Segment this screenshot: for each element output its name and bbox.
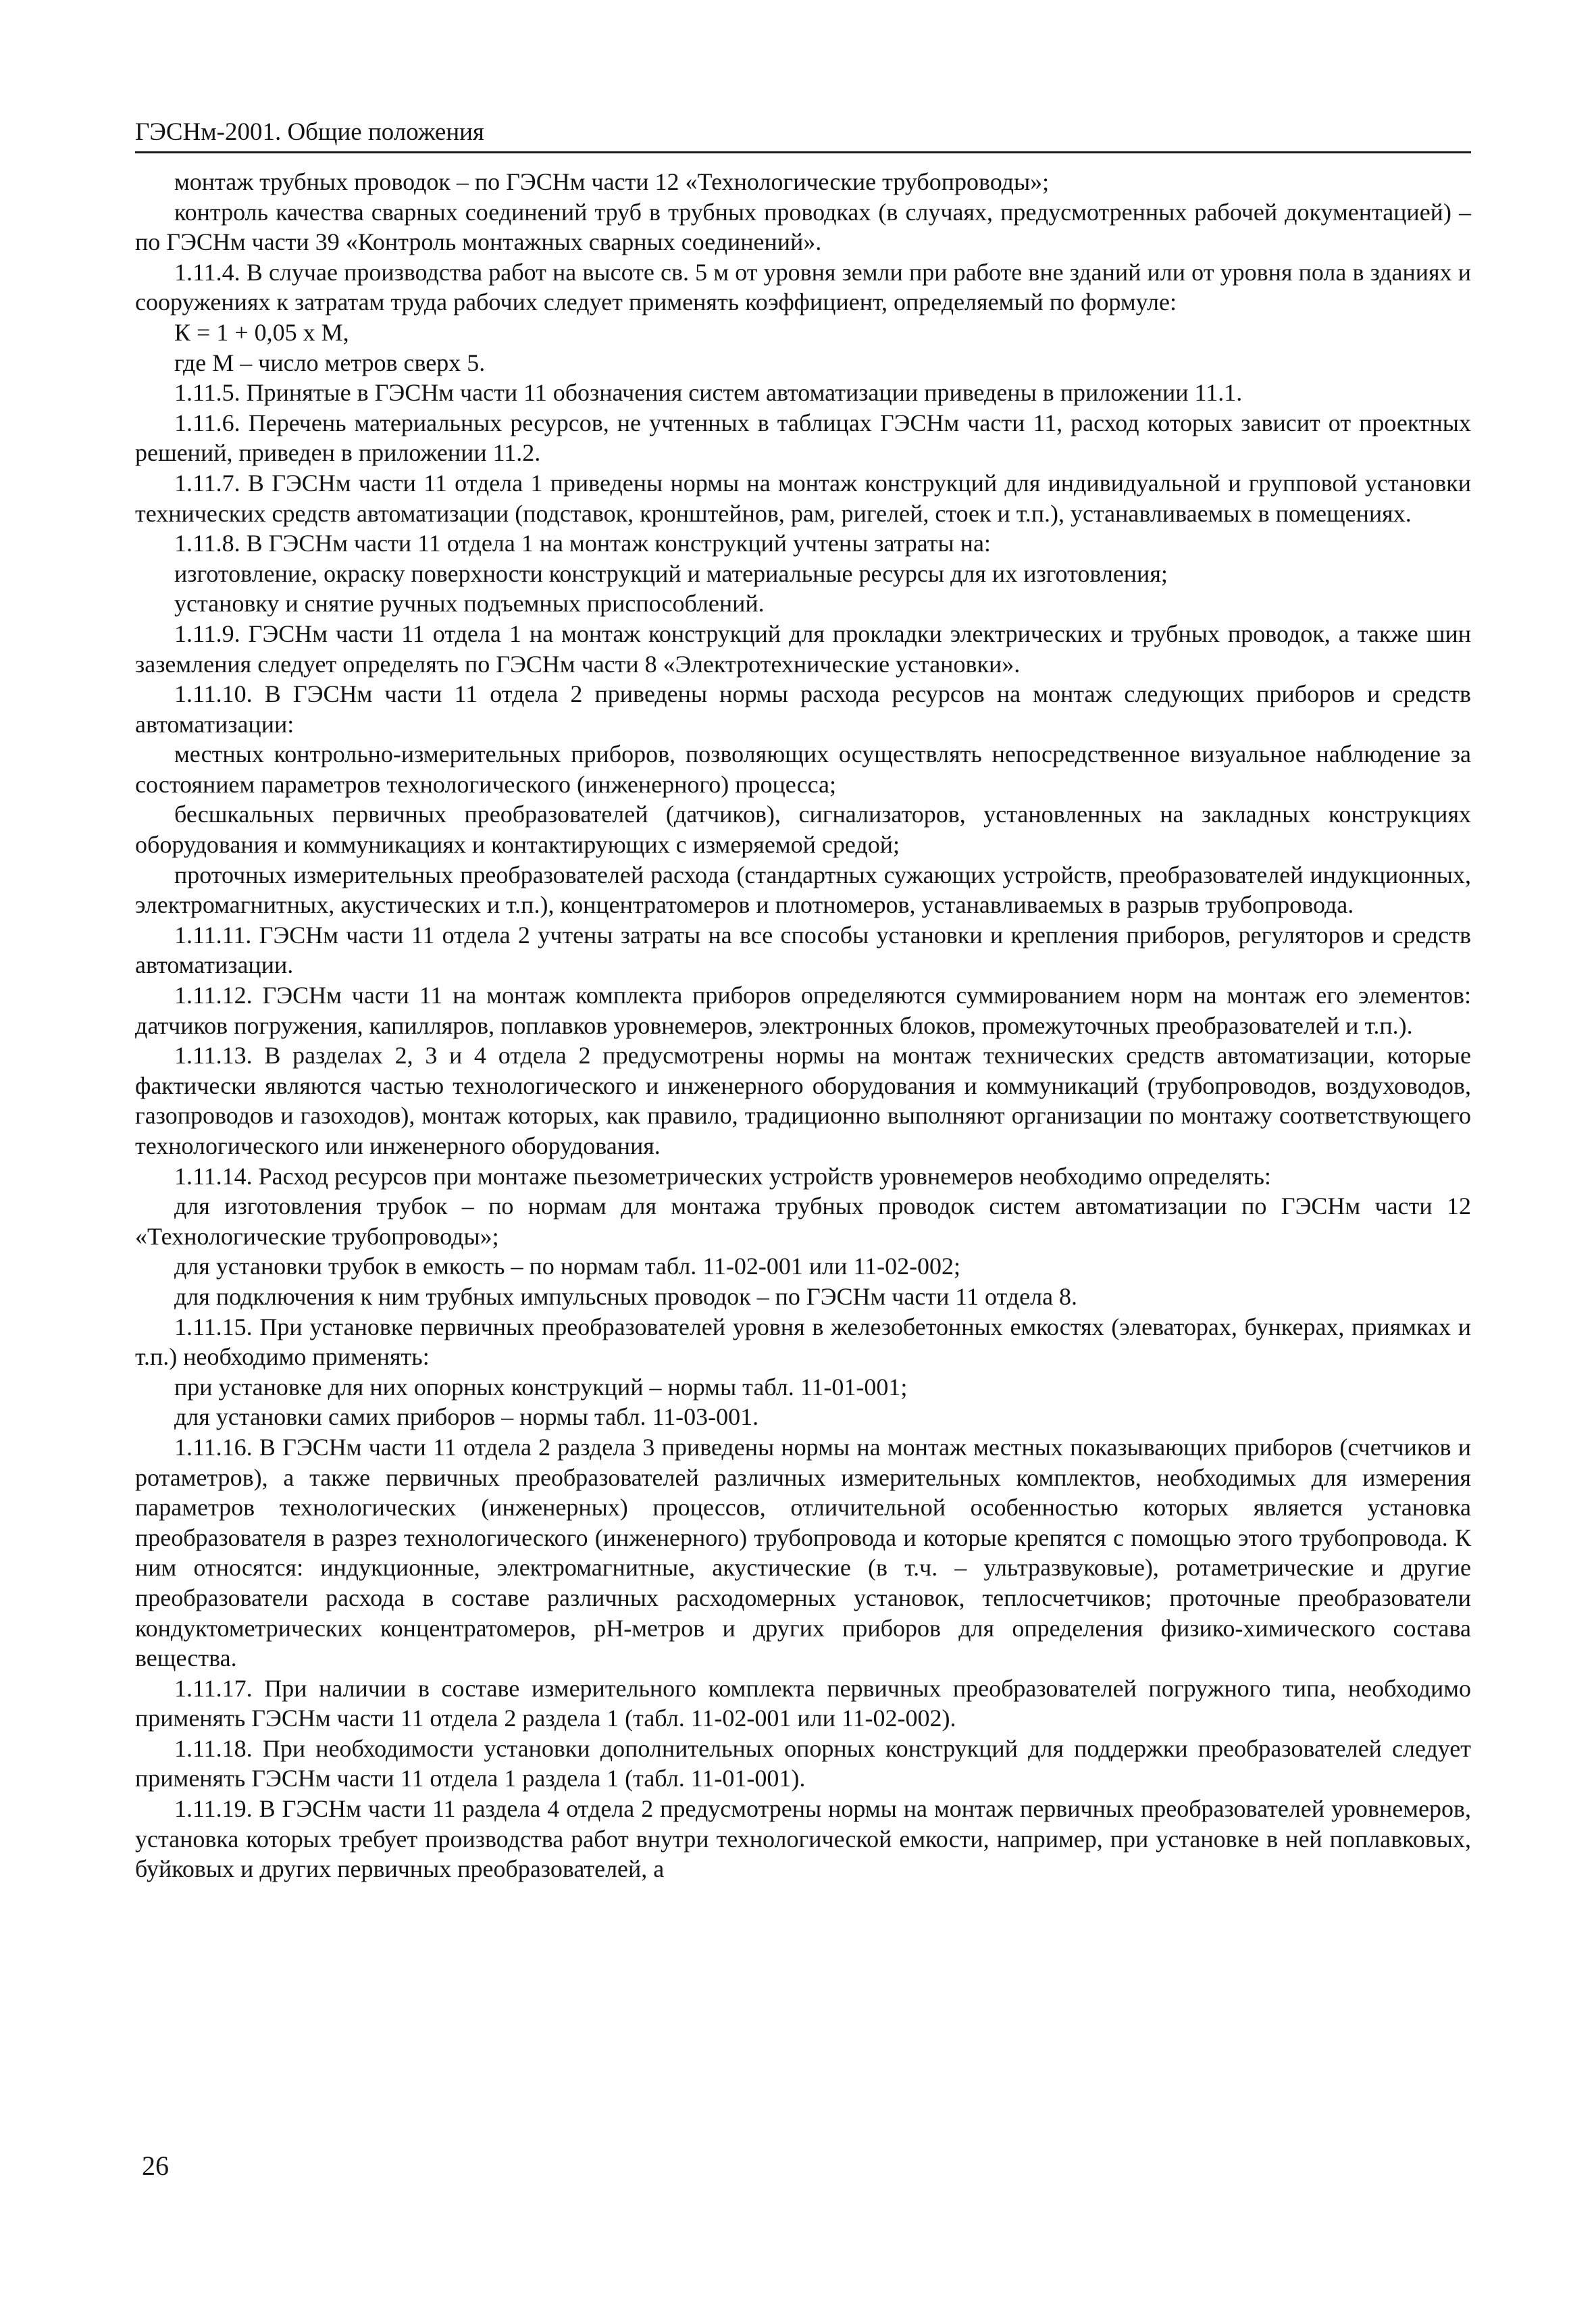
list-item: изготовление, окраску поверхности конструкций и материальные ресурсы для их изготовления; [174, 559, 1168, 587]
paragraph: 1.11.5. Принятые в ГЭСНм части 11 обозначения систем автоматизации приведены в приложении 11.1. [174, 379, 1243, 407]
list-item: бесшкальных первичных преобразователей (датчиков), сигнализаторов, установленных на закладных конструкциях оборудования и коммуникациях и контактирующих с измеряемой средой; [135, 801, 1471, 859]
paragraph: 1.11.8. В ГЭСНм части 11 отдела 1 на монтаж конструкций учтены затраты на: [174, 530, 991, 557]
paragraph: 1.11.11. ГЭСНм части 11 отдела 2 учтены затраты на все способы установки и крепления приборов, регуляторов и средств автоматизации. [135, 921, 1471, 979]
formula: К = 1 + 0,05 х М, [174, 318, 349, 346]
paragraph: 1.11.10. В ГЭСНм части 11 отдела 2 приведены нормы расхода ресурсов на монтаж следующих приборов и средств автоматизации: [135, 680, 1471, 738]
list-item: для изготовления трубок – по нормам для монтажа трубных проводок систем автоматизации по ГЭСНм части 12 «Технологические трубопроводы»; [135, 1192, 1471, 1250]
page-number: 26 [142, 2150, 169, 2181]
paragraph: 1.11.19. В ГЭСНм части 11 раздела 4 отдела 2 предусмотрены нормы на монтаж первичных преобразователей уровнемеров, установка которых требует производства работ внутри технологической емкости, например, при установке в ней поплавковых, буйковых и других первичных преобразователей, а [135, 1795, 1471, 1883]
paragraph: 1.11.15. При установке первичных преобразователей уровня в железобетонных емкостях (элеваторах, бункерах, приямках и т.п.) необходимо применять: [135, 1313, 1471, 1371]
paragraph: 1.11.18. При необходимости установки дополнительных опорных конструкций для поддержки преобразователей следует применять ГЭСНм части 11 отдела 1 раздела 1 (табл. 11-01-001). [135, 1734, 1471, 1792]
page-header [135, 114, 1471, 153]
paragraph: 1.11.9. ГЭСНм части 11 отдела 1 на монтаж конструкций для прокладки электрических и трубных проводок, а также шин заземления следует определять по ГЭСНм части 8 «Электротехнические установки». [135, 620, 1471, 678]
paragraph: 1.11.6. Перечень материальных ресурсов, не учтенных в таблицах ГЭСНм части 11, расход которых зависит от проектных решений, приведен в приложении 11.2. [135, 409, 1471, 467]
paragraph: 1.11.13. В разделах 2, 3 и 4 отдела 2 предусмотрены нормы на монтаж технических средств автоматизации, которые фактически являются частью технологического и инженерного оборудования и коммуникаций (трубопроводов, воздуховодов, газопроводов и газоходов), монтаж которых, как правило, традиционно выполняют организации по монтажу соответствующего технологического или инженерного оборудования. [135, 1042, 1471, 1159]
paragraph: 1.11.17. При наличии в составе измерительного комплекта первичных преобразователей погружного типа, необходимо применять ГЭСНм части 11 отдела 2 раздела 1 (табл. 11-02-001 или 11-02-002). [135, 1674, 1471, 1732]
body-text [135, 167, 1471, 1884]
paragraph: 1.11.7. В ГЭСНм части 11 отдела 1 приведены нормы на монтаж конструкций для индивидуальной и групповой установки технических средств автоматизации (подставок, кронштейнов, рам, ригелей, стоек и т.п.), устанавливаемых в помещениях. [135, 469, 1471, 527]
paragraph: 1.11.16. В ГЭСНм части 11 отдела 2 раздела 3 приведены нормы на монтаж местных показывающих приборов (счетчиков и ротаметров), а также первичных преобразователей различных измерительных комплектов, необходимых для измерения параметров технологических (инженерных) процессов, отличительной особенностью которых является установка преобразователя в разрез технологического (инженерного) трубопровода и которые крепятся с помощью этого трубопровода. К ним относятся: индукционные, электромагнитные, акустические (в т.ч. – ультразвуковые), ротаметрические и другие преобразователи расхода в составе различных расходомерных установок, теплосчетчиков; проточные преобразователи кондуктометрических концентратомеров, рН-метров и других приборов для определения физико-химического состава вещества. [135, 1433, 1471, 1672]
list-item: для установки самих приборов – нормы табл. 11-03-001. [174, 1403, 759, 1431]
paragraph: монтаж трубных проводок – по ГЭСНм части 12 «Технологические трубопроводы»; [174, 168, 1050, 195]
list-item: проточных измерительных преобразователей расхода (стандартных сужающих устройств, преобразователей индукционных, электромагнитных, акустических и т.п.), концентратомеров и плотномеров, устанавливаемых в разрыв трубопровода. [135, 861, 1471, 919]
paragraph: контроль качества сварных соединений труб в трубных проводках (в случаях, предусмотренных рабочей документацией) – по ГЭСНм части 39 «Контроль монтажных сварных соединений». [135, 198, 1471, 256]
running-header-title: ГЭСНм-2001. Общие положения [135, 118, 484, 146]
paragraph: 1.11.4. В случае производства работ на высоте св. 5 м от уровня земли при работе вне зданий или от уровня пола в зданиях и сооружениях к затратам труда рабочих следует применять коэффициент, определяемый по формуле: [135, 258, 1471, 316]
list-item: для установки трубок в емкость – по нормам табл. 11-02-001 или 11-02-002; [174, 1253, 961, 1280]
list-item: установку и снятие ручных подъемных приспособлений. [174, 590, 765, 618]
list-item: местных контрольно-измерительных приборов, позволяющих осуществлять непосредственное визуальное наблюдение за состоянием параметров технологического (инженерного) процесса; [135, 740, 1471, 798]
paragraph: 1.11.12. ГЭСНм части 11 на монтаж комплекта приборов определяются суммированием норм на монтаж его элементов: датчиков погружения, капилляров, поплавков уровнемеров, электронных блоков, промежуточных преобразователей и т.п.). [135, 982, 1471, 1039]
list-item: для подключения к ним трубных импульсных проводок – по ГЭСНм части 11 отдела 8. [174, 1282, 1078, 1310]
formula-legend: где М – число метров сверх 5. [174, 349, 486, 376]
paragraph: 1.11.14. Расход ресурсов при монтаже пьезометрических устройств уровнемеров необходимо определять: [174, 1162, 1271, 1190]
list-item: при установке для них опорных конструкций – нормы табл. 11-01-001; [174, 1373, 908, 1401]
